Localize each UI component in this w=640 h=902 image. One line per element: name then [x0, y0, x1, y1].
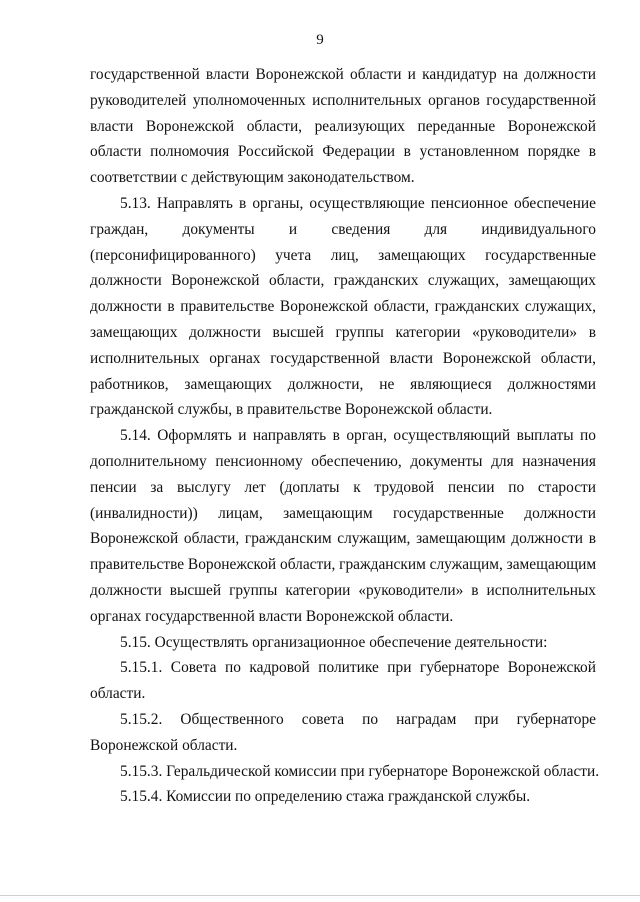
paragraph-5-15	[90, 630, 596, 656]
text-line: исполнительных органах государственной власти Воронежской области,	[90, 349, 596, 367]
paragraph-5-15-4	[90, 784, 596, 810]
text-line: гражданской службы, в правительстве Воронежской области.	[90, 401, 493, 419]
paragraph-5-13	[90, 191, 596, 423]
text-line: органах государственной власти Воронежской области.	[90, 607, 454, 625]
text-line: (инвалидности)) лицам, замещающим государственные должности	[90, 504, 596, 522]
text-line: государственной власти Воронежской области и кандидатур на должности	[90, 66, 596, 83]
paragraph-5-15-3	[90, 759, 600, 785]
text-line: должности в правительстве Воронежской области, гражданских служащих,	[90, 298, 596, 316]
text-line: 5.15.3. Геральдической комиссии при губернаторе Воронежской области.	[120, 762, 600, 780]
text-line: должности высшей группы категории «руководители» в исполнительных	[90, 581, 596, 599]
text-line: соответствии с действующим законодательством.	[90, 169, 415, 187]
text-line: руководителей уполномоченных исполнительных органов государственной	[90, 91, 596, 109]
text-line: 5.14. Оформлять и направлять в орган, осуществляющий выплаты по	[120, 427, 596, 445]
text-line: граждан, документы и сведения для индивидуального	[90, 220, 596, 238]
paragraph-5-15-2	[90, 707, 596, 759]
text-line: дополнительному пенсионному обеспечению, документы для назначения	[90, 452, 596, 470]
text-line: Воронежской области.	[90, 736, 238, 754]
page-number: 9	[316, 32, 324, 48]
text-line: области.	[90, 685, 146, 703]
text-line: (персонифицированного) учета лиц, замещающих государственные	[90, 246, 596, 264]
text-line: правительстве Воронежской области, гражданским служащим, замещающим	[90, 556, 597, 574]
text-line: пенсии за выслугу лет (доплаты к трудовой пенсии по старости	[90, 478, 596, 496]
text-line: замещающих должности высшей группы категории «руководители» в	[90, 323, 596, 341]
text-line: 5.15. Осуществлять организационное обеспечение деятельности:	[120, 633, 548, 651]
text-line: 5.15.4. Комиссии по определению стажа гражданской службы.	[120, 788, 531, 806]
text-line: должности Воронежской области, гражданских служащих, замещающих	[90, 272, 596, 290]
text-line: 5.13. Направлять в органы, осуществляющие пенсионное обеспечение	[120, 194, 596, 212]
paragraph-continuation	[90, 62, 596, 191]
text-line: работников, замещающих должности, не являющиеся должностями	[90, 375, 596, 393]
page-bottom-rule	[0, 895, 640, 896]
text-line: области полномочия Российской Федерации в установленном порядке в	[90, 143, 596, 161]
paragraph-5-15-1	[90, 655, 596, 707]
text-line: власти Воронежской области, реализующих переданные Воронежской	[90, 117, 596, 135]
text-line: Воронежской области, гражданским служащим, замещающим должности в	[90, 530, 596, 548]
document-body	[90, 62, 600, 810]
text-line: 5.15.2. Общественного совета по наградам при губернаторе	[120, 710, 596, 728]
text-line: 5.15.1. Совета по кадровой политике при губернаторе Воронежской	[120, 659, 596, 677]
paragraph-5-14	[90, 423, 596, 629]
